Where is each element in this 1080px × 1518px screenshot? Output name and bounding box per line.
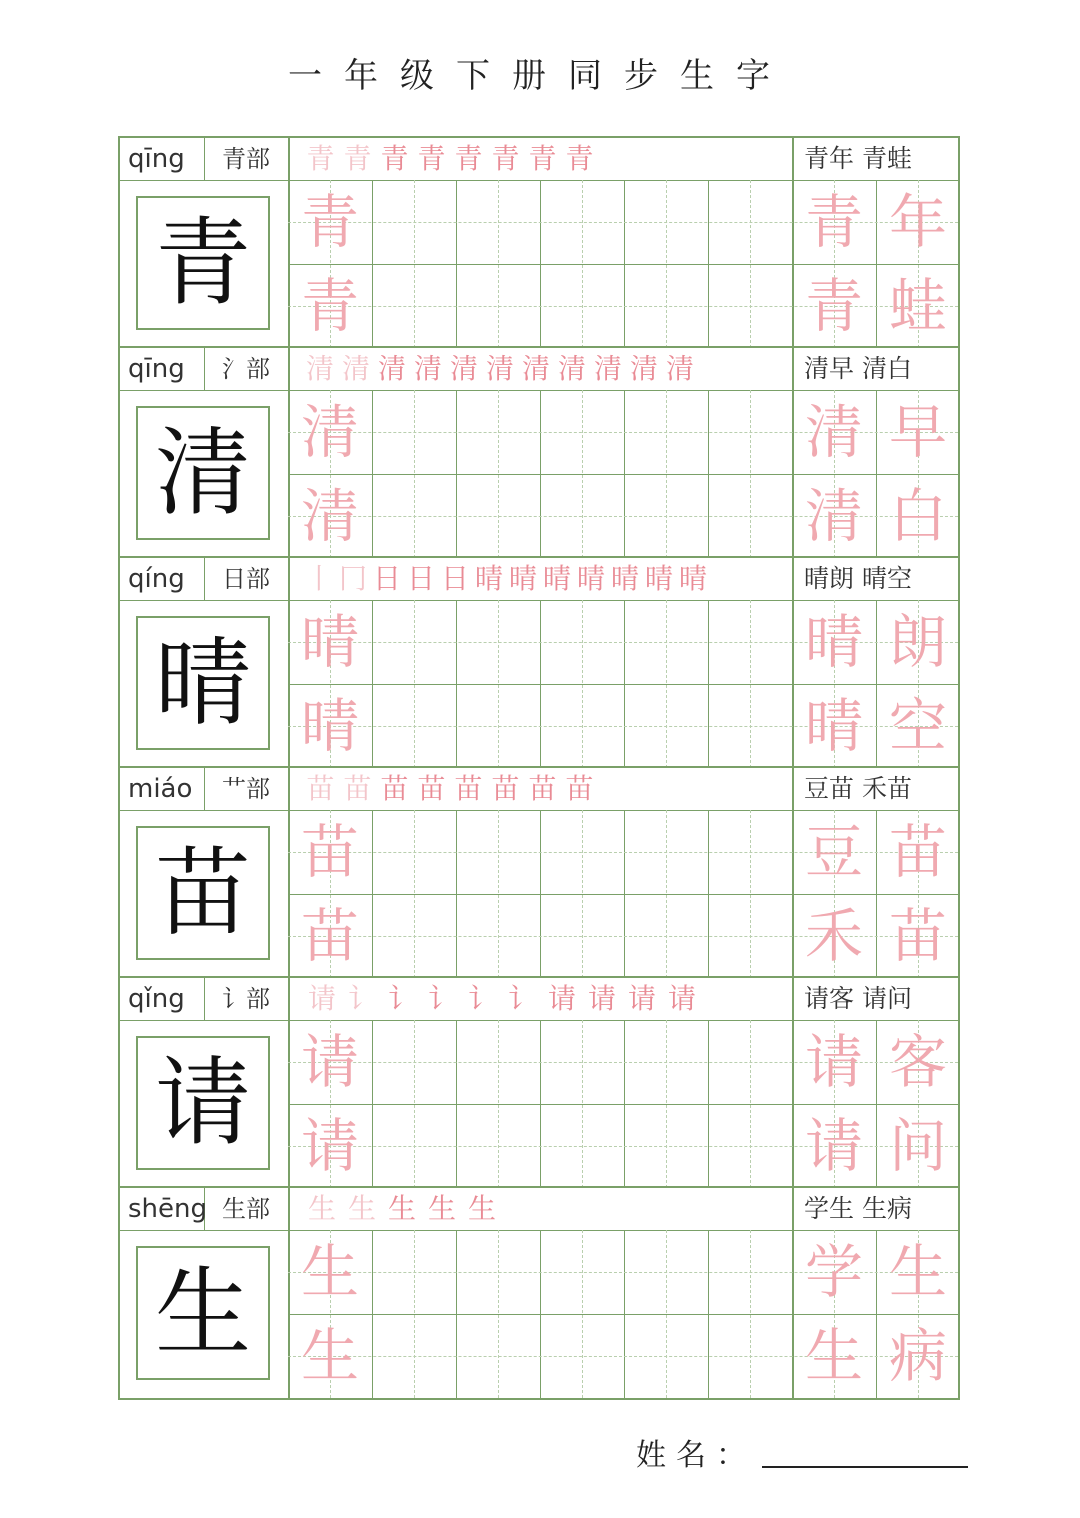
radical-label: 氵部	[222, 355, 270, 383]
stroke-step: 晴	[644, 562, 673, 595]
model-char: 苗	[155, 837, 251, 949]
trace-char: 苗	[300, 902, 359, 970]
stroke-step: 讠	[507, 982, 536, 1015]
stroke-step: 青	[528, 142, 557, 175]
word-trace-char: 青	[804, 272, 863, 340]
stroke-step: 讠	[387, 982, 416, 1015]
pinyin-label: qíng	[128, 564, 185, 594]
word-pair: 豆苗 禾苗	[804, 774, 912, 803]
pinyin-label: miáo	[128, 774, 193, 804]
pinyin-label: qīng	[128, 144, 185, 174]
stroke-step: 生	[467, 1192, 496, 1225]
stroke-step: 苗	[454, 772, 483, 805]
stroke-step: 请	[307, 982, 336, 1015]
stroke-step: 生	[347, 1192, 376, 1225]
model-char: 晴	[155, 627, 251, 739]
word-trace-char: 病	[888, 1322, 947, 1390]
word-trace-char: 晴	[804, 608, 863, 676]
word-trace-char: 年	[888, 188, 947, 256]
word-trace-char: 蛙	[888, 272, 947, 340]
word-trace-char: 请	[804, 1112, 863, 1180]
model-char: 生	[155, 1257, 251, 1369]
stroke-step: 请	[627, 982, 656, 1015]
pinyin-label: qǐng	[128, 984, 185, 1014]
stroke-step: 请	[587, 982, 616, 1015]
stroke-step: 青	[343, 142, 372, 175]
stroke-step: 苗	[528, 772, 557, 805]
model-char: 青	[155, 207, 251, 319]
stroke-step: 清	[341, 352, 370, 385]
trace-char: 请	[300, 1028, 359, 1096]
word-trace-char: 苗	[888, 902, 947, 970]
word-trace-char: 清	[804, 482, 863, 550]
word-trace-char: 客	[888, 1028, 947, 1096]
model-char-box	[136, 406, 270, 540]
pinyin-label: shēng	[128, 1194, 208, 1224]
radical-label: 日部	[222, 565, 270, 593]
stroke-step: 晴	[678, 562, 707, 595]
trace-char: 青	[300, 188, 359, 256]
stroke-order	[302, 1190, 502, 1228]
stroke-step: 丨	[304, 562, 333, 595]
model-char-box	[136, 1246, 270, 1380]
stroke-step: 青	[306, 142, 335, 175]
stroke-step: 清	[413, 352, 442, 385]
stroke-step: 青	[565, 142, 594, 175]
stroke-step: 青	[380, 142, 409, 175]
character-block	[120, 138, 958, 348]
trace-char: 晴	[300, 608, 359, 676]
stroke-step: 清	[593, 352, 622, 385]
word-pair: 青年 青蛙	[804, 144, 912, 173]
model-char: 清	[155, 417, 251, 529]
word-pair: 请客 请问	[804, 984, 912, 1013]
stroke-step: 苗	[380, 772, 409, 805]
stroke-order	[302, 980, 702, 1018]
trace-char: 请	[300, 1112, 359, 1180]
stroke-step: 青	[454, 142, 483, 175]
character-block	[120, 768, 958, 978]
stroke-step: 生	[387, 1192, 416, 1225]
stroke-step: 清	[305, 352, 334, 385]
stroke-step: 苗	[417, 772, 446, 805]
word-trace-char: 晴	[804, 692, 863, 760]
stroke-order	[302, 350, 698, 388]
stroke-step: 晴	[542, 562, 571, 595]
stroke-step: 青	[417, 142, 446, 175]
word-pair: 学生 生病	[804, 1194, 912, 1223]
stroke-step: 清	[377, 352, 406, 385]
word-trace-char: 朗	[888, 608, 947, 676]
radical-label: 生部	[222, 1195, 270, 1223]
word-trace-char: 早	[888, 398, 947, 466]
name-blank-line[interactable]	[762, 1466, 968, 1468]
practice-sheet	[118, 136, 960, 1400]
trace-char: 青	[300, 272, 359, 340]
stroke-step: 讠	[427, 982, 456, 1015]
stroke-step: 生	[307, 1192, 336, 1225]
word-trace-char: 清	[804, 398, 863, 466]
trace-char: 生	[300, 1322, 359, 1390]
trace-char: 晴	[300, 692, 359, 760]
stroke-order	[302, 560, 710, 598]
stroke-step: 苗	[491, 772, 520, 805]
word-pair: 清早 清白	[804, 354, 912, 383]
stroke-order	[302, 140, 598, 178]
stroke-step: 讠	[347, 982, 376, 1015]
radical-label: 艹部	[222, 775, 270, 803]
character-block	[120, 978, 958, 1188]
pinyin-label: qīng	[128, 354, 185, 384]
stroke-step: 讠	[467, 982, 496, 1015]
trace-char: 清	[300, 482, 359, 550]
stroke-step: 生	[427, 1192, 456, 1225]
word-trace-char: 苗	[888, 818, 947, 886]
model-char: 请	[155, 1047, 251, 1159]
word-trace-char: 豆	[804, 818, 863, 886]
stroke-step: 青	[491, 142, 520, 175]
stroke-step: 清	[665, 352, 694, 385]
stroke-step: 清	[521, 352, 550, 385]
stroke-step: 清	[485, 352, 514, 385]
stroke-step: 日	[372, 562, 401, 595]
stroke-step: 晴	[610, 562, 639, 595]
stroke-step: 晴	[508, 562, 537, 595]
stroke-step: 清	[449, 352, 478, 385]
model-char-box	[136, 196, 270, 330]
stroke-step: 苗	[306, 772, 335, 805]
stroke-order	[302, 770, 598, 808]
word-trace-char: 学	[804, 1238, 863, 1306]
stroke-step: 苗	[565, 772, 594, 805]
character-block	[120, 558, 958, 768]
word-pair: 晴朗 晴空	[804, 564, 912, 593]
character-block	[120, 348, 958, 558]
stroke-step: 清	[557, 352, 586, 385]
trace-char: 清	[300, 398, 359, 466]
model-char-box	[136, 1036, 270, 1170]
radical-label: 青部	[222, 145, 270, 173]
name-label: 姓名：	[636, 1438, 756, 1473]
character-block	[120, 1188, 958, 1398]
trace-char: 生	[300, 1238, 359, 1306]
word-trace-char: 请	[804, 1028, 863, 1096]
word-trace-char: 生	[804, 1322, 863, 1390]
page-title: 一年级下册同步生字	[288, 56, 792, 96]
model-char-box	[136, 826, 270, 960]
word-trace-char: 空	[888, 692, 947, 760]
word-trace-char: 青	[804, 188, 863, 256]
stroke-step: 冂	[338, 562, 367, 595]
word-trace-char: 生	[888, 1238, 947, 1306]
stroke-step: 晴	[576, 562, 605, 595]
stroke-step: 日	[440, 562, 469, 595]
stroke-step: 清	[629, 352, 658, 385]
stroke-step: 晴	[474, 562, 503, 595]
trace-char: 苗	[300, 818, 359, 886]
word-trace-char: 白	[888, 482, 947, 550]
word-trace-char: 禾	[804, 902, 863, 970]
stroke-step: 苗	[343, 772, 372, 805]
radical-label: 讠部	[222, 985, 270, 1013]
model-char-box	[136, 616, 270, 750]
word-trace-char: 问	[888, 1112, 947, 1180]
stroke-step: 日	[406, 562, 435, 595]
stroke-step: 请	[667, 982, 696, 1015]
stroke-step: 请	[547, 982, 576, 1015]
